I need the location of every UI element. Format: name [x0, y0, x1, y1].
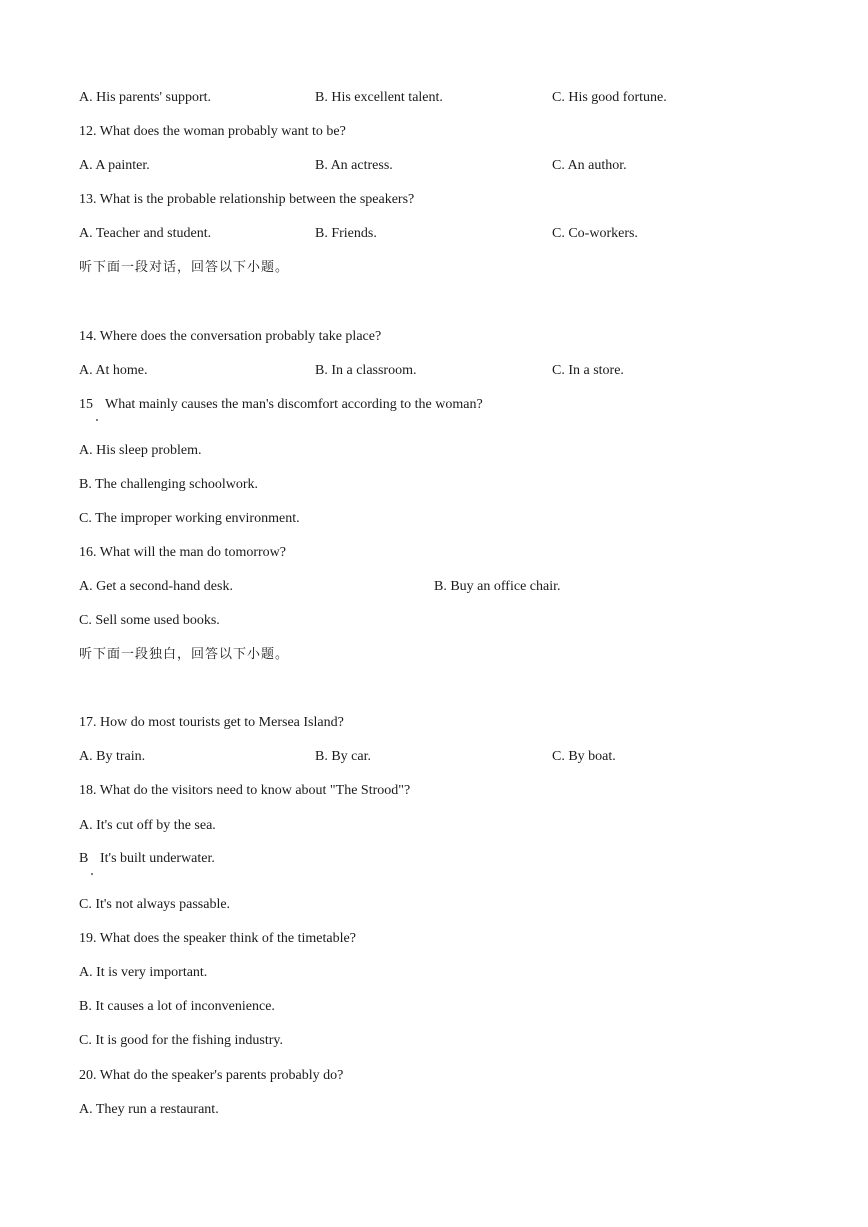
q15-stray-dot	[96, 419, 98, 421]
q18-option-b-text: It's built underwater.	[100, 851, 215, 866]
q20-option-a: A. They run a restaurant.	[79, 1102, 219, 1117]
instruction-monologue: 听下面一段独白，回答以下小题。	[79, 647, 290, 662]
q14-option-b: B. In a classroom.	[315, 363, 417, 378]
q16-option-c: C. Sell some used books.	[79, 613, 220, 628]
q14-question: 14. Where does the conversation probably take place?	[79, 329, 382, 344]
q18-stray-dot	[91, 873, 93, 875]
q19-option-c: C. It is good for the fishing industry.	[79, 1033, 284, 1048]
q15-option-c: C. The improper working environment.	[79, 511, 300, 526]
q16-question: 16. What will the man do tomorrow?	[79, 545, 286, 560]
q16-option-b: B. Buy an office chair.	[434, 579, 561, 594]
q15-number: 15	[79, 397, 93, 412]
q20-question: 20. What do the speaker's parents probably do?	[79, 1068, 344, 1083]
q17-option-c: C. By boat.	[552, 749, 616, 764]
q13-question: 13. What is the probable relationship between the speakers?	[79, 192, 415, 207]
q17-question: 17. How do most tourists get to Mersea Island?	[79, 715, 344, 730]
q18-question: 18. What do the visitors need to know about "The Strood"?	[79, 783, 411, 798]
q19-option-a: A. It is very important.	[79, 965, 208, 980]
q11-option-c: C. His good fortune.	[552, 90, 667, 105]
q18-option-b-letter: B	[79, 851, 89, 866]
q16-option-a: A. Get a second-hand desk.	[79, 579, 233, 594]
q13-option-b: B. Friends.	[315, 226, 377, 241]
q13-option-a: A. Teacher and student.	[79, 226, 212, 241]
q13-option-c: C. Co-workers.	[552, 226, 638, 241]
q18-option-c: C. It's not always passable.	[79, 897, 231, 912]
q17-option-a: A. By train.	[79, 749, 146, 764]
q18-option-a: A. It's cut off by the sea.	[79, 818, 216, 833]
q12-question: 12. What does the woman probably want to be?	[79, 124, 346, 139]
q14-option-c: C. In a store.	[552, 363, 624, 378]
q12-option-b: B. An actress.	[315, 158, 393, 173]
q15-option-b: B. The challenging schoolwork.	[79, 477, 258, 492]
q15-question: What mainly causes the man's discomfort according to the woman?	[105, 397, 483, 412]
q12-option-c: C. An author.	[552, 158, 627, 173]
q12-option-a: A. A painter.	[79, 158, 150, 173]
q15-option-a: A. His sleep problem.	[79, 443, 202, 458]
instruction-dialogue: 听下面一段对话，回答以下小题。	[79, 260, 290, 275]
q11-option-b: B. His excellent talent.	[315, 90, 443, 105]
q17-option-b: B. By car.	[315, 749, 371, 764]
q14-option-a: A. At home.	[79, 363, 148, 378]
q11-option-a: A. His parents' support.	[79, 90, 212, 105]
q19-option-b: B. It causes a lot of inconvenience.	[79, 999, 275, 1014]
q19-question: 19. What does the speaker think of the timetable?	[79, 931, 356, 946]
